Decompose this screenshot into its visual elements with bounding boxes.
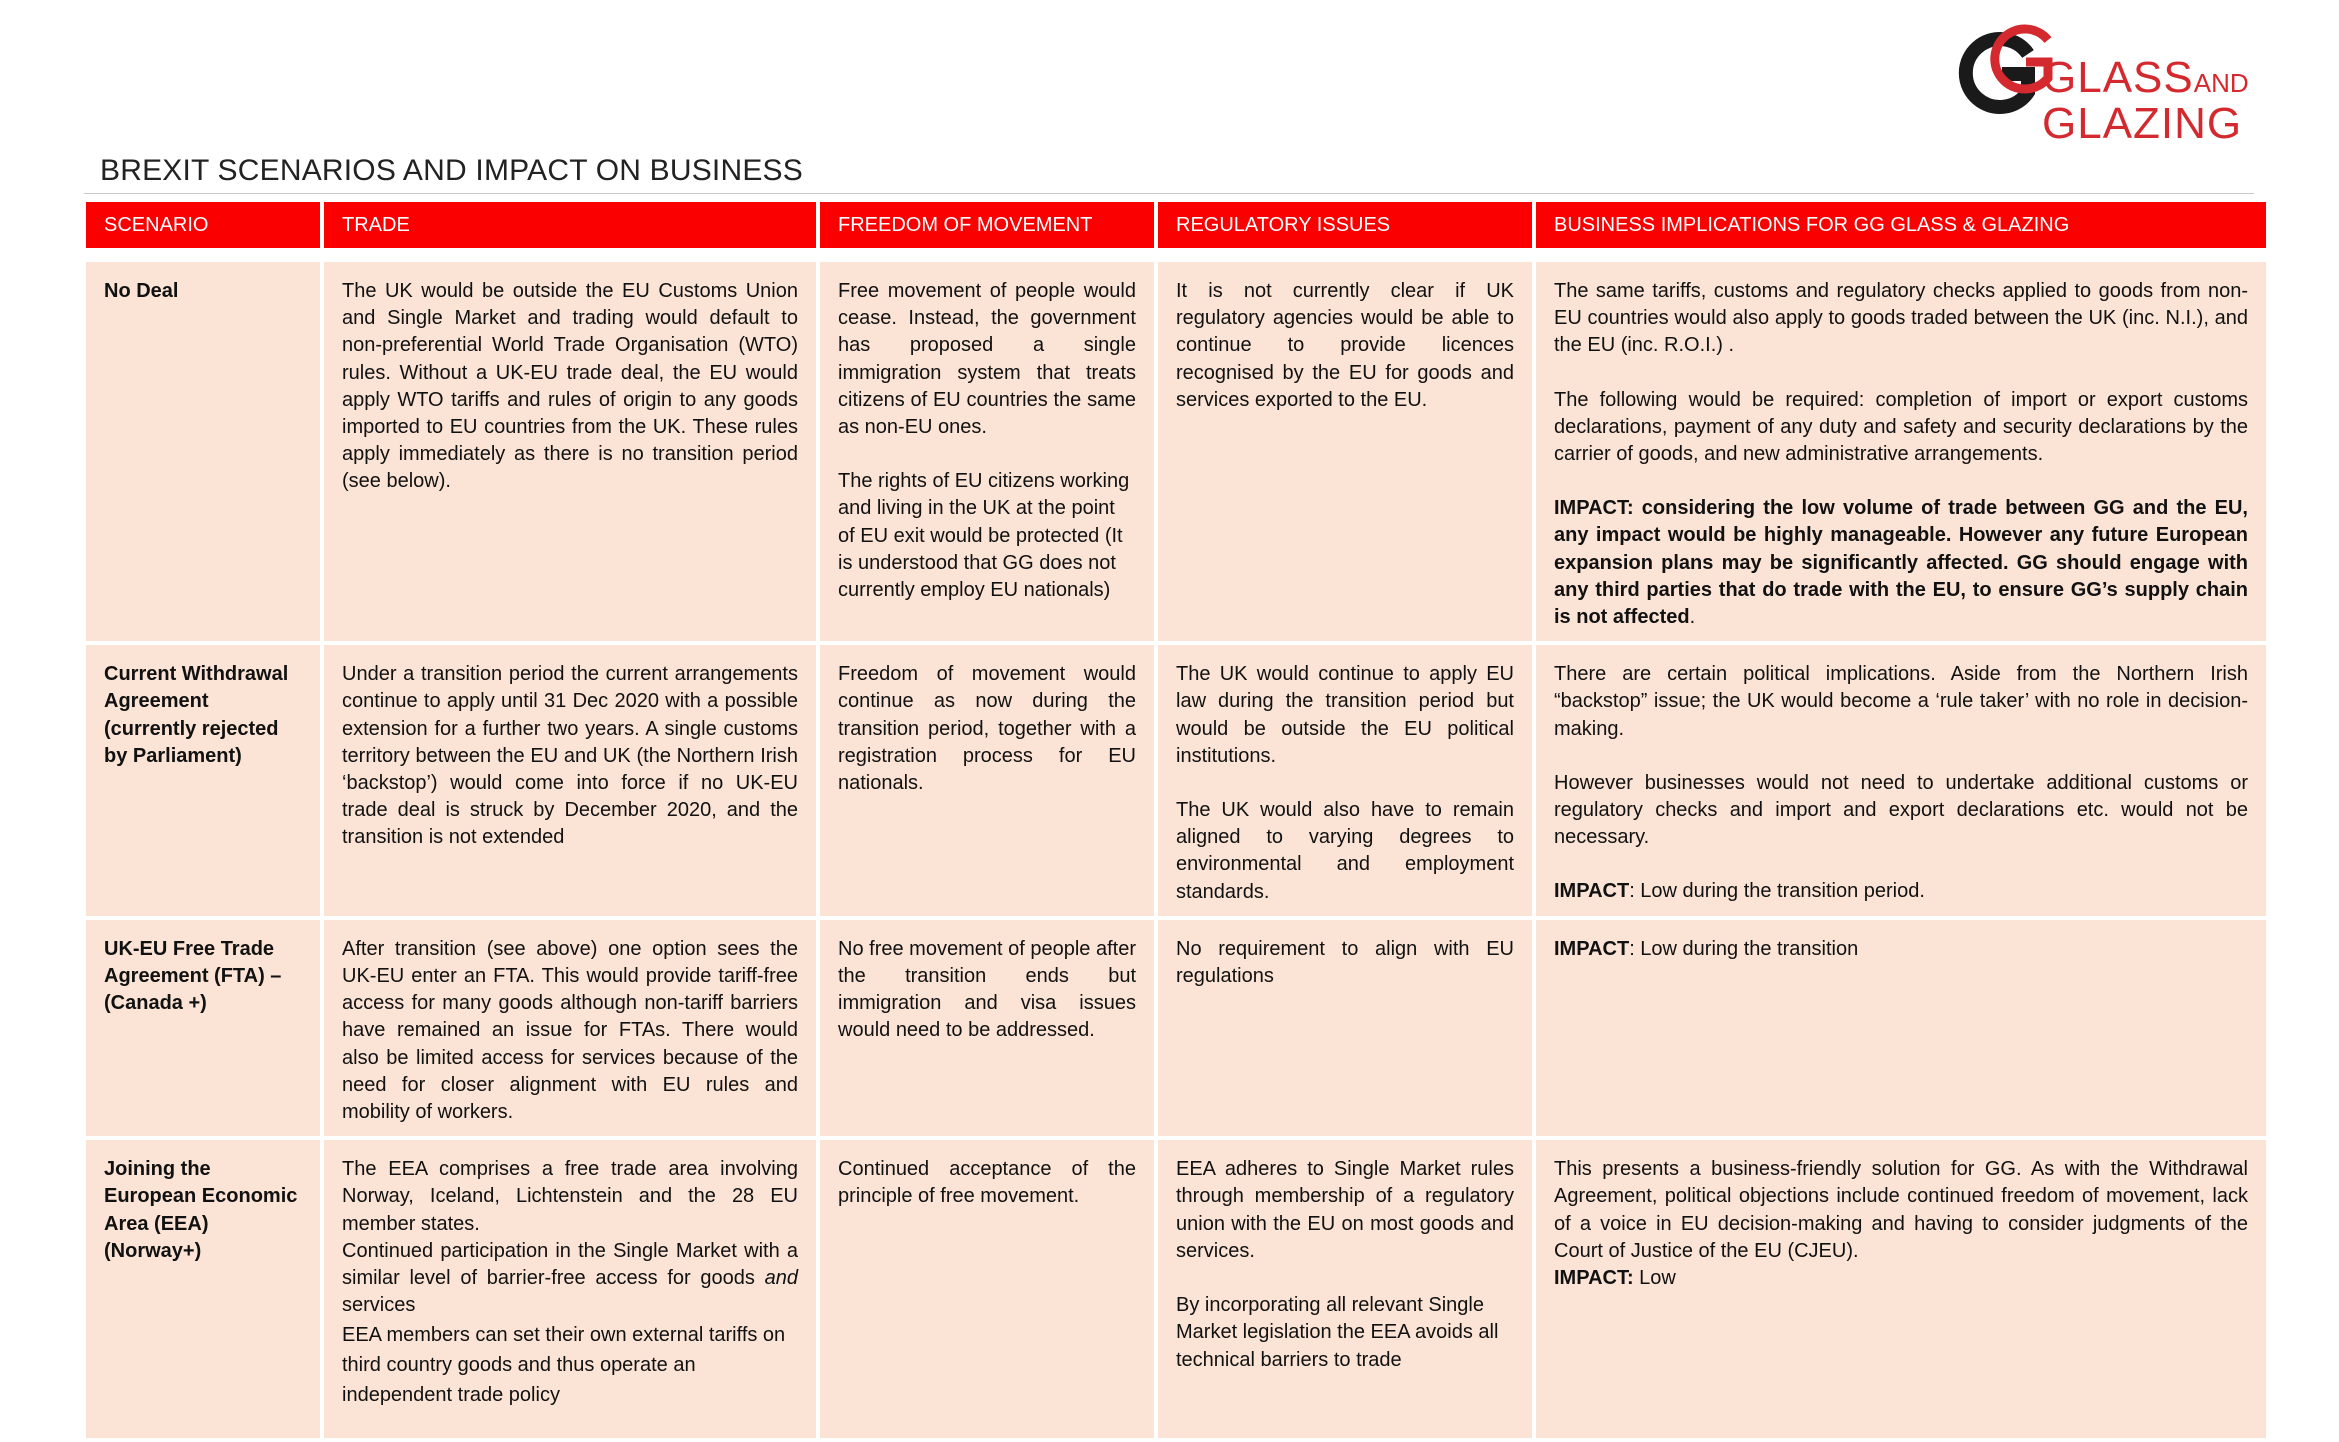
impact-text: : Low during the transition [1629,937,1859,960]
business-paragraph: However businesses would not need to undertake additional customs or regulatory checks and import and export declarations etc. would not be necessary. [1554,771,2248,849]
impact-text: : Low during the transition period. [1629,880,1925,903]
business-cell [1536,920,2266,1136]
freedom-paragraph: Free movement of people would cease. Instead, the government has proposed a single immigration system that treats citizens of EU countries the same as non-EU ones. [838,280,1136,439]
scenario-free-trade-agreement: UK-EU Free Trade Agreement (FTA) – (Canada +) [86,920,320,1136]
impact-text: IMPACT: considering the low volume of trade between GG and the EU, any impact would be highly manageable. However any future European expansion plans may be significantly affected. GG should engage with any third parties that do trade with the EU, to ensure GG’s supply chain is not affected [1554,497,2248,629]
trade-cell [324,1140,816,1438]
header-regulatory-issues: REGULATORY ISSUES [1158,202,1532,248]
business-paragraph: This presents a business-friendly solution for GG. As with the Withdrawal Agreement, political objections include continued freedom of movement, lack of a voice in EU decision-making and having to consider judgments of the Court of Justice of the EU (CJEU). [1554,1158,2248,1262]
header-trade: TRADE [324,202,816,248]
trade-cell: Under a transition period the current arrangements continue to apply until 31 Dec 2020 with a possible extension for a further two years. A single customs territory between the EU and UK (the Northern Irish ‘backstop’) would come into force if no UK-EU trade deal is struck by December 2020, and the transition is not extended [324,645,816,916]
glass-and-glazing-logo [1950,14,2270,148]
business-paragraph: There are certain political implications. Aside from the Northern Irish “backstop” issue; the UK would become a ‘rule taker’ with no role in decision-making. [1554,663,2248,740]
freedom-cell [820,262,1154,641]
table-row [86,645,2266,916]
trade-cell: The UK would be outside the EU Customs Union and Single Market and trading would default to non-preferential World Trade Organisation (WTO) rules. Without a UK-EU trade deal, the EU would apply WTO tariffs and rules of origin to any goods imported to EU countries from the UK. These rules apply immediately as there is no transition period (see below). [324,262,816,641]
regulatory-cell [1158,645,1532,916]
title-divider [84,193,2254,194]
regulatory-cell: It is not currently clear if UK regulatory agencies would be able to continue to provide licences recognised by the EU for goods and services exported to the EU. [1158,262,1532,641]
freedom-paragraph: The rights of EU citizens working and living in the UK at the point of EU exit would be protected (It is understood that GG does not currently employ EU nationals) [838,470,1130,602]
table-row [86,920,2266,1136]
scenario-withdrawal-agreement: Current Withdrawal Agreement (currently rejected by Parliament) [86,645,320,916]
brexit-scenarios-table [82,198,2270,1442]
regulatory-cell [1158,1140,1532,1438]
header-business-implications: BUSINESS IMPLICATIONS FOR GG GLASS & GLAZING [1536,202,2266,248]
impact-statement [1554,1265,2248,1292]
logo-word-glazing: GLAZING [2042,99,2243,148]
table-header-row [86,202,2266,248]
freedom-cell: Continued acceptance of the principle of free movement. [820,1140,1154,1438]
trade-emphasis: and [764,1267,798,1290]
header-freedom-of-movement: FREEDOM OF MOVEMENT [820,202,1154,248]
scenario-eea: Joining the European Economic Area (EEA) (Norway+) [86,1140,320,1438]
trade-cell: After transition (see above) one option sees the UK-EU enter an FTA. This would provide tariff-free access for many goods although non-tariff barriers have remained an issue for FTAs. There would also be limited access for services because of the need for closer alignment with EU rules and mobility of workers. [324,920,816,1136]
impact-statement [1554,878,2248,905]
impact-label: IMPACT [1554,937,1630,960]
logo-wordmark [2042,53,2249,148]
regulatory-paragraph: EEA adheres to Single Market rules through membership of a regulatory union with the EU on most goods and services. [1176,1158,1514,1262]
scenario-no-deal: No Deal [86,262,320,641]
regulatory-paragraph: By incorporating all relevant Single Market legislation the EEA avoids all technical barriers to trade [1176,1294,1499,1371]
trade-paragraph: EEA members can set their own external tariffs on third country goods and thus operate an independent trade policy [342,1323,786,1406]
header-scenario: SCENARIO [86,202,320,248]
regulatory-paragraph: The UK would continue to apply EU law during the transition period but would be outside the EU political institutions. [1176,663,1514,767]
impact-tail: . [1689,606,1696,629]
business-paragraph: The same tariffs, customs and regulatory checks applied to goods from non-EU countries would also apply to goods traded between the UK (inc. N.I.), and the EU (inc. R.O.I.) . [1554,280,2248,357]
business-cell [1536,645,2266,916]
page-title: BREXIT SCENARIOS AND IMPACT ON BUSINESS [100,154,803,187]
freedom-cell: Freedom of movement would continue as now during the transition period, together with a registration process for EU nationals. [820,645,1154,916]
logo-word-and: AND [2193,68,2249,98]
trade-paragraph: Continued participation in the Single Market with a similar level of barrier-free access for goods [342,1239,798,1290]
business-cell [1536,1140,2266,1438]
impact-statement [1554,495,2248,631]
table-row [86,262,2266,641]
impact-label: IMPACT: [1554,1267,1634,1290]
logo-word-glass: GLASS [2042,53,2194,102]
freedom-cell: No free movement of people after the transition ends but immigration and visa issues would need to be addressed. [820,920,1154,1136]
business-cell [1536,262,2266,641]
impact-label: IMPACT [1554,880,1630,903]
table-row [86,1140,2266,1438]
trade-paragraph: The EEA comprises a free trade area involving Norway, Iceland, Lichtenstein and the 28 EU member states. [342,1158,798,1235]
regulatory-cell: No requirement to align with EU regulations [1158,920,1532,1136]
regulatory-paragraph: The UK would also have to remain aligned to varying degrees to environmental and employment standards. [1176,799,1514,903]
trade-paragraph: services [342,1294,416,1317]
business-paragraph: The following would be required: completion of import or export customs declarations, payment of any duty and safety and security declarations by the carrier of goods, and new administrative arrangements. [1554,388,2248,466]
impact-text: Low [1633,1267,1676,1290]
header-gap [86,252,2266,258]
